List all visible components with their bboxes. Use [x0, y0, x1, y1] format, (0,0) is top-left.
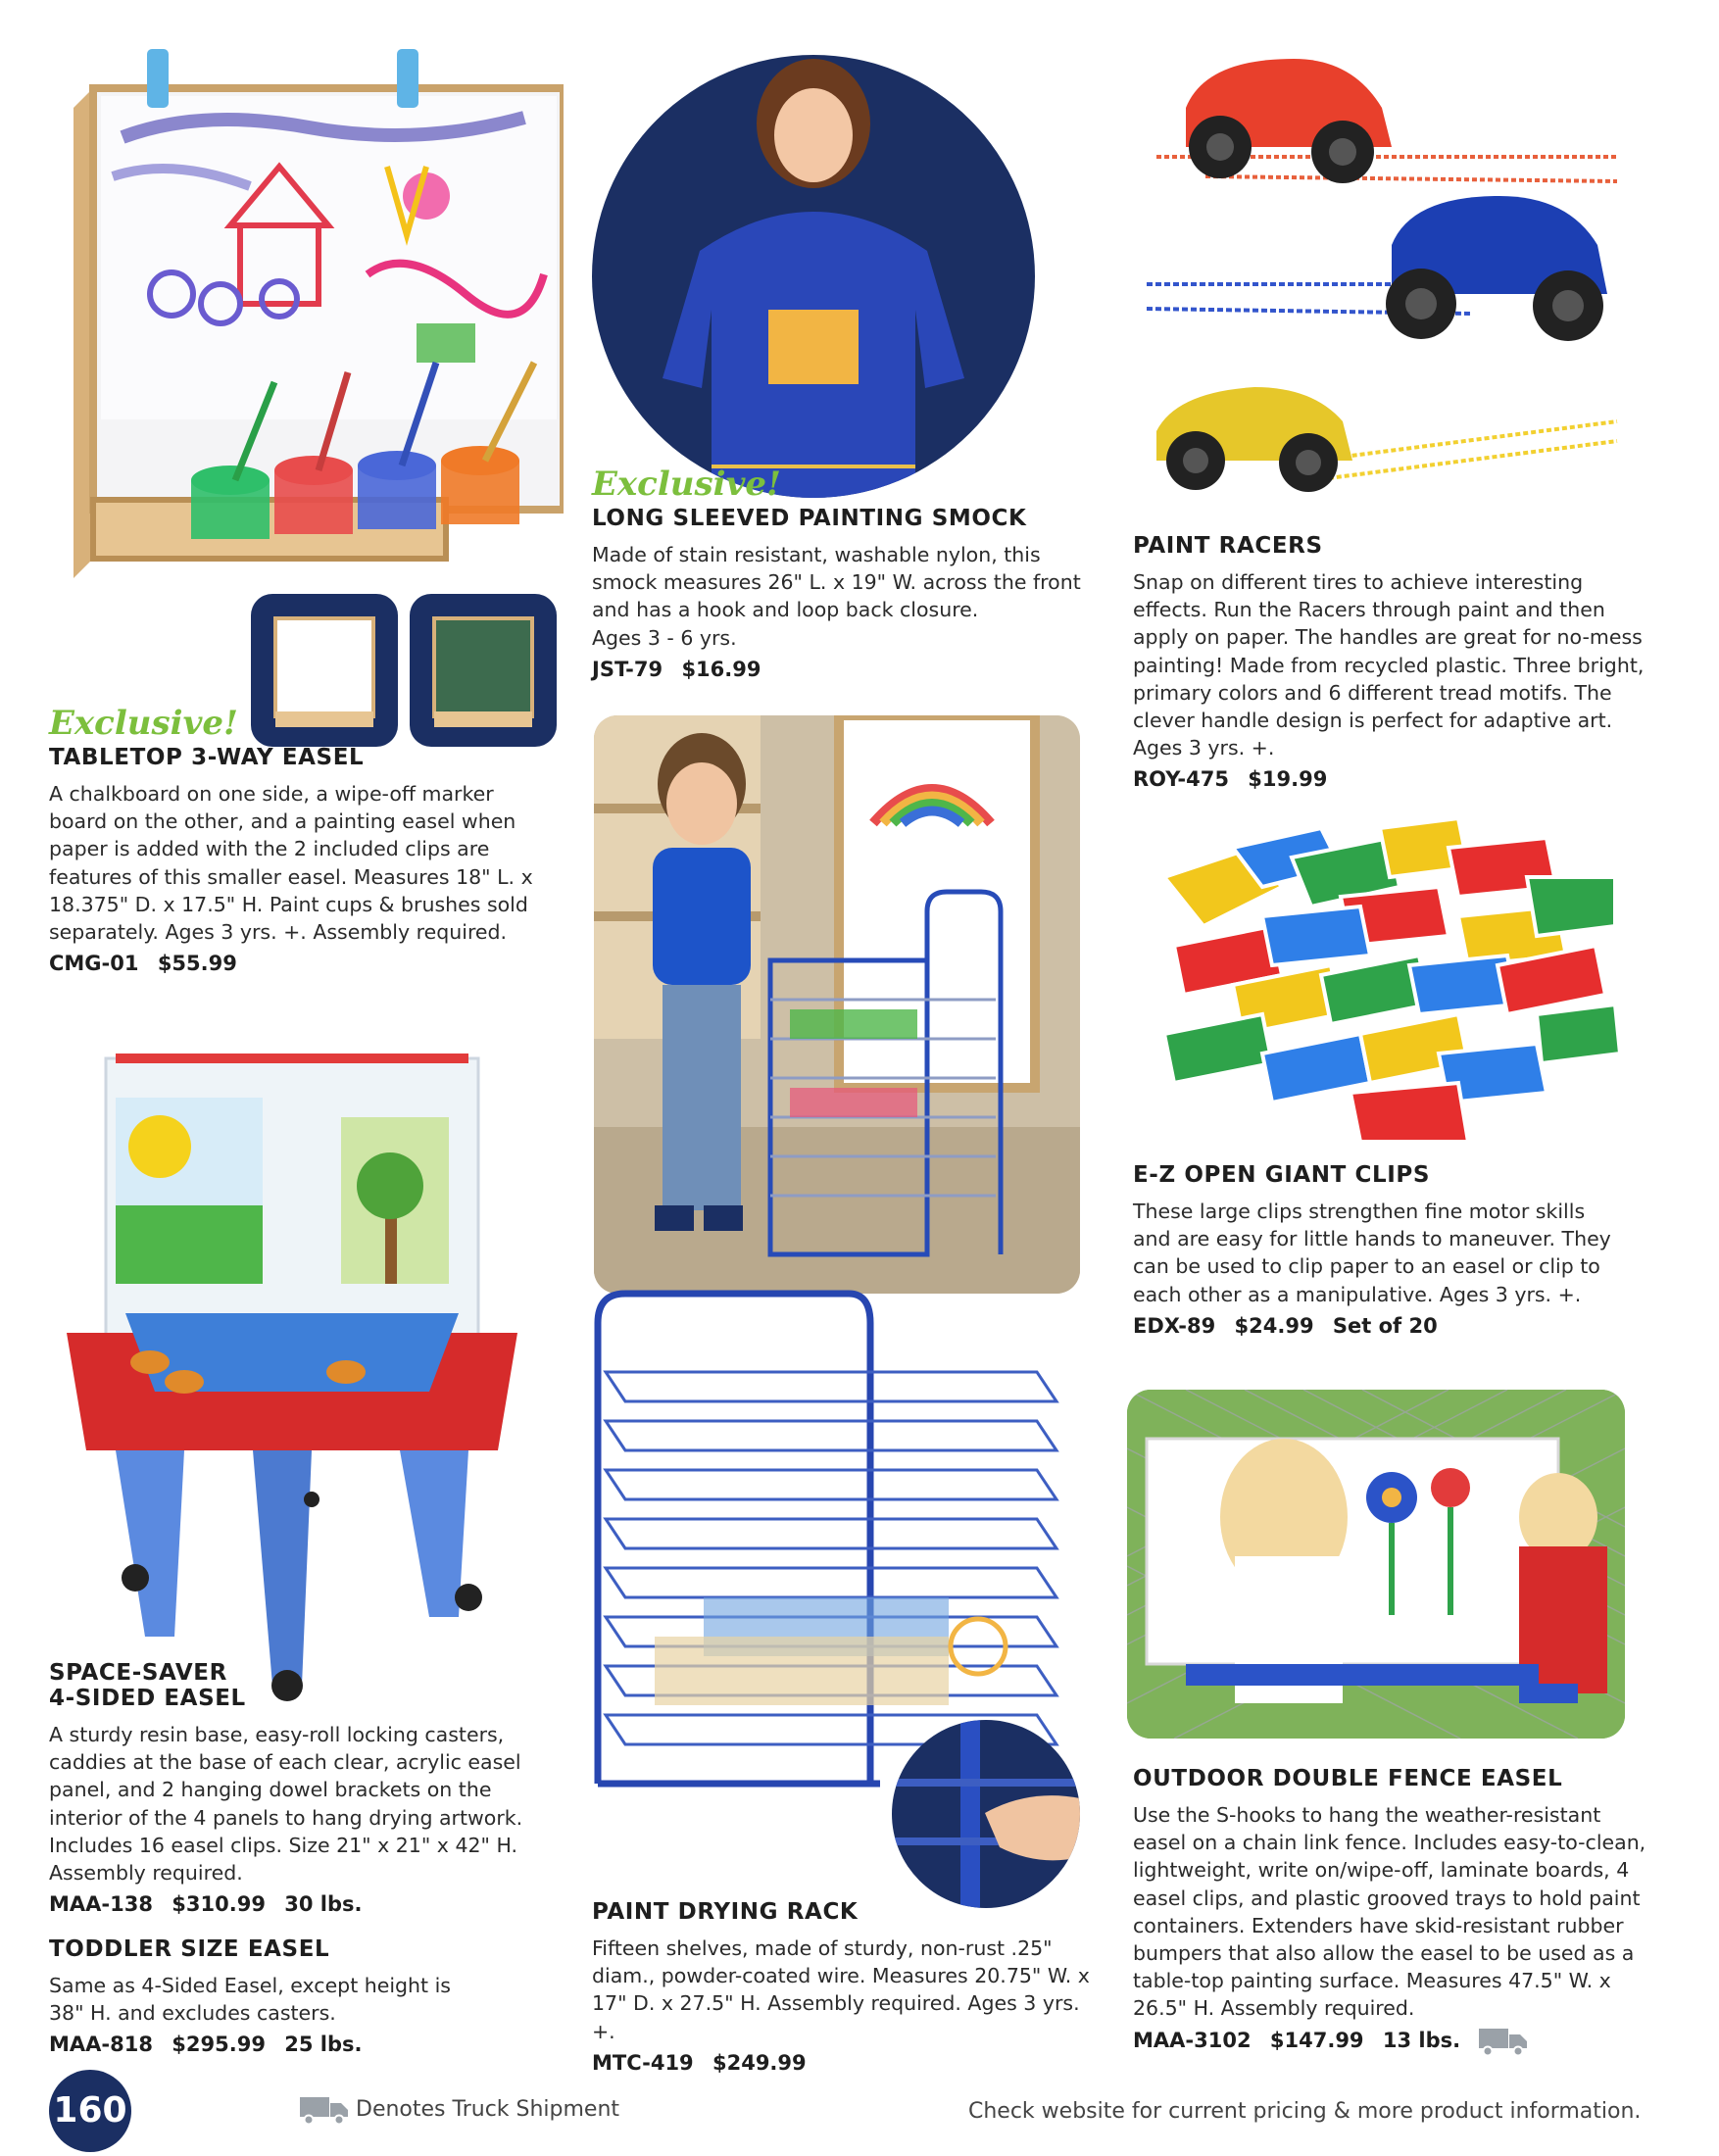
product-title: E-Z OPEN GIANT CLIPS [1133, 1162, 1431, 1188]
drying-rack-block [592, 1899, 1102, 2077]
smock-block [592, 465, 1102, 683]
product-title: TABLETOP 3-WAY EASEL [49, 745, 365, 770]
product-price: $147.99 [1269, 2028, 1364, 2052]
product-sku-price [49, 950, 539, 977]
product-title-line1: SPACE-SAVER [49, 1660, 227, 1686]
product-description: Use the S-hooks to hang the weather-resistant easel on a chain link fence. Includes easy-to-clean, lightweight, write on/wipe-off, laminate boards, 4 easel clips, and plastic grooved trays to hold paint containers. Extenders have skid-resistant rubber bumpers that also allow the easel to be used as a table-top painting surface. Measures 47.5" W. x 26.5" H. Assembly required. [1133, 1803, 1646, 2021]
product-title: PAINT RACERS [1133, 533, 1323, 559]
product-price: $295.99 [172, 2033, 266, 2057]
product-description: Fifteen shelves, made of sturdy, non-rust .25" diam., powder-coated wire. Measures 20.75" W. x 17" D. x 27.5" H. Assembly required. Ages 3 yrs. +. [592, 1936, 1090, 2043]
paint-racers-image [1147, 49, 1637, 514]
product-sku-price [592, 656, 1102, 683]
product-sku: CMG-01 [49, 952, 139, 976]
giant-clips-image [1145, 818, 1625, 1152]
product-set-count: Set of 20 [1332, 1313, 1438, 1338]
space-saver-block [49, 1660, 549, 1918]
product-sku: MTC-419 [592, 2050, 694, 2075]
product-weight: 13 lbs. [1382, 2028, 1461, 2052]
exclusive-tag: Exclusive! [592, 465, 781, 504]
product-title-line2: 4-SIDED EASEL [49, 1686, 246, 1711]
fence-easel-block [1133, 1766, 1652, 2056]
truck-icon [300, 2095, 349, 2125]
product-price: $310.99 [172, 1892, 266, 1917]
product-description: Snap on different tires to achieve interesting effects. Run the Racers through paint and then apply on paper. The handles are great for no-mess painting! Made from recycled plastic. Three bright, primary colors and 6 different tread motifs. The clever handle design is perfect for adaptive art. Ages 3 yrs. +. [1133, 570, 1645, 760]
product-price: $55.99 [157, 952, 237, 976]
paint-racers-block [1133, 533, 1652, 793]
product-ages: Ages 3 - 6 yrs. [592, 625, 737, 650]
product-price: $24.99 [1234, 1313, 1314, 1338]
outdoor-fence-easel-image [1127, 1390, 1625, 1739]
product-title: PAINT DRYING RACK [592, 1899, 859, 1925]
website-note: Check website for current pricing & more product information. [968, 2099, 1642, 2124]
product-sku-price [49, 2031, 539, 2058]
product-title: OUTDOOR DOUBLE FENCE EASEL [1133, 1766, 1563, 1791]
product-sku-price [49, 1890, 549, 1918]
product-title: TODDLER SIZE EASEL [49, 1936, 330, 1962]
rack-detail-inset [892, 1720, 1080, 1908]
product-sku: JST-79 [592, 657, 663, 681]
product-sku-price [1133, 2027, 1652, 2056]
product-price: $249.99 [712, 2050, 807, 2075]
toddler-easel-block [49, 1936, 539, 2058]
tabletop-easel-image [54, 49, 564, 598]
product-description: These large clips strengthen fine motor skills and are easy for little hands to maneuver. They can be used to clip paper to an easel or clip to each other as a manipulative. Ages 3 yrs. +. [1133, 1200, 1611, 1306]
product-sku: MAA-3102 [1133, 2028, 1252, 2052]
tabletop-easel-block [49, 704, 539, 977]
product-title: LONG SLEEVED PAINTING SMOCK [592, 506, 1027, 531]
product-sku-price [592, 2049, 1102, 2077]
product-sku: ROY-475 [1133, 767, 1229, 792]
truck-shipment-note [300, 2095, 619, 2125]
giant-clips-block [1133, 1162, 1623, 1340]
product-sku: MAA-818 [49, 2033, 153, 2057]
truck-icon [1479, 2027, 1528, 2056]
exclusive-tag: Exclusive! [49, 704, 238, 743]
product-sku-price [1133, 765, 1652, 793]
product-weight: 25 lbs. [284, 2033, 363, 2057]
product-description: Made of stain resistant, washable nylon, this smock measures 26" L. x 19" W. across the front and has a hook and loop back closure. [592, 543, 1081, 622]
product-sku-price [1133, 1312, 1623, 1340]
product-description: Same as 4-Sided Easel, except height is 38" H. and excludes casters. [49, 1974, 451, 2026]
product-description: A chalkboard on one side, a wipe-off marker board on the other, and a painting easel when paper is added with the 2 included clips are features of this smaller easel. Measures 18" L. x 18.375" D. x 17.5" H. Paint cups & brushes sold separately. Ages 3 yrs. +. Assembly required. [49, 782, 533, 945]
product-sku: EDX-89 [1133, 1313, 1216, 1338]
page-number: 160 [49, 2070, 131, 2152]
product-weight: 30 lbs. [284, 1892, 363, 1917]
truck-shipment-text: Denotes Truck Shipment [356, 2097, 620, 2122]
painting-smock-image [592, 55, 1035, 498]
product-description: A sturdy resin base, easy-roll locking casters, caddies at the base of each clear, acrylic easel panel, and 2 hanging dowel brackets on the interior of the 4 panels to hang drying artwork. Includes 16 easel clips. Size 21" x 21" x 42" H. Assembly required. [49, 1723, 523, 1886]
drying-rack-boy-image [594, 715, 1080, 1294]
product-price: $19.99 [1248, 767, 1328, 792]
product-price: $16.99 [681, 657, 761, 681]
product-sku: MAA-138 [49, 1892, 153, 1917]
space-saver-easel-image [57, 1029, 527, 1705]
